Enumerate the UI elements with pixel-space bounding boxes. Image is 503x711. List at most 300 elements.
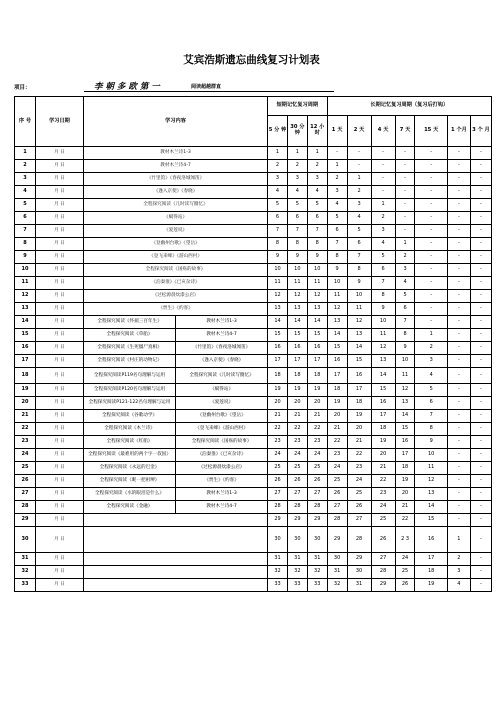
long-review-cell[interactable]: - (470, 368, 491, 384)
long-review-cell[interactable]: 1 (347, 173, 371, 186)
short-review-cell[interactable]: 8 (287, 238, 307, 251)
long-review-cell[interactable]: 22 (327, 436, 347, 449)
short-review-cell[interactable]: 6 (307, 212, 327, 225)
long-review-cell[interactable]: - (447, 514, 470, 527)
long-review-cell[interactable]: 11 (371, 329, 395, 342)
long-review-cell[interactable]: - (470, 290, 491, 303)
short-review-cell[interactable]: 26 (268, 475, 288, 488)
long-review-cell[interactable]: - (415, 264, 447, 277)
long-review-cell[interactable]: 30 (327, 553, 347, 566)
long-review-cell[interactable]: 16 (395, 436, 415, 449)
long-review-cell[interactable]: 19 (415, 579, 447, 592)
long-review-cell[interactable]: 20 (327, 410, 347, 423)
long-review-cell[interactable]: 15 (395, 423, 415, 436)
long-review-cell[interactable]: - (395, 186, 415, 199)
long-review-cell[interactable]: - (470, 147, 491, 160)
long-review-cell[interactable]: 3 (371, 225, 395, 238)
date-cell[interactable]: 月 日 (35, 173, 83, 186)
long-review-cell[interactable]: 17 (395, 449, 415, 462)
short-review-cell[interactable]: 23 (307, 436, 327, 449)
long-review-cell[interactable]: 24 (371, 501, 395, 514)
long-review-cell[interactable]: - (470, 527, 491, 553)
long-review-cell[interactable]: 10 (371, 316, 395, 329)
short-review-cell[interactable]: 21 (307, 410, 327, 423)
long-review-cell[interactable]: - (327, 147, 347, 160)
short-review-cell[interactable]: 5 (268, 199, 288, 212)
long-review-cell[interactable]: - (470, 225, 491, 238)
short-review-cell[interactable]: 4 (268, 186, 288, 199)
long-review-cell[interactable]: 25 (347, 488, 371, 501)
short-review-cell[interactable]: 13 (287, 303, 307, 316)
long-review-cell[interactable]: 26 (327, 488, 347, 501)
long-review-cell[interactable]: - (470, 579, 491, 592)
long-review-cell[interactable]: 4 (327, 199, 347, 212)
short-review-cell[interactable]: 29 (268, 514, 288, 527)
short-review-cell[interactable]: 28 (307, 501, 327, 514)
long-review-cell[interactable]: 18 (371, 423, 395, 436)
long-review-cell[interactable]: 14 (395, 410, 415, 423)
long-review-cell[interactable]: - (470, 410, 491, 423)
short-review-cell[interactable]: 14 (307, 316, 327, 329)
date-cell[interactable]: 月 日 (35, 436, 83, 449)
long-review-cell[interactable]: - (470, 384, 491, 397)
long-review-cell[interactable]: - (371, 186, 395, 199)
long-review-cell[interactable]: - (415, 303, 447, 316)
date-cell[interactable]: 月 日 (35, 514, 83, 527)
long-review-cell[interactable]: 29 (327, 527, 347, 553)
date-cell[interactable]: 月 日 (35, 212, 83, 225)
long-review-cell[interactable]: 2 (395, 251, 415, 264)
short-review-cell[interactable]: 14 (287, 316, 307, 329)
long-review-cell[interactable]: 19 (327, 397, 347, 410)
short-review-cell[interactable]: 26 (307, 475, 327, 488)
date-cell[interactable]: 月 日 (35, 566, 83, 579)
long-review-cell[interactable]: 18 (347, 397, 371, 410)
long-review-cell[interactable]: 1 (415, 329, 447, 342)
long-review-cell[interactable]: - (470, 173, 491, 186)
short-review-cell[interactable]: 20 (268, 397, 288, 410)
long-review-cell[interactable]: - (470, 436, 491, 449)
short-review-cell[interactable]: 22 (268, 423, 288, 436)
long-review-cell[interactable]: - (447, 173, 470, 186)
long-review-cell[interactable]: 30 (347, 566, 371, 579)
short-review-cell[interactable]: 15 (287, 329, 307, 342)
short-review-cell[interactable]: 8 (307, 238, 327, 251)
long-review-cell[interactable]: - (470, 566, 491, 579)
short-review-cell[interactable]: 5 (307, 199, 327, 212)
long-review-cell[interactable]: - (447, 462, 470, 475)
short-review-cell[interactable]: 10 (307, 264, 327, 277)
short-review-cell[interactable]: 12 (268, 290, 288, 303)
long-review-cell[interactable]: 4 (415, 368, 447, 384)
long-review-cell[interactable]: - (415, 238, 447, 251)
short-review-cell[interactable]: 27 (307, 488, 327, 501)
long-review-cell[interactable]: 9 (395, 342, 415, 355)
long-review-cell[interactable]: 25 (327, 475, 347, 488)
long-review-cell[interactable]: 15 (347, 355, 371, 368)
long-review-cell[interactable]: 3 (395, 264, 415, 277)
long-review-cell[interactable]: 27 (347, 514, 371, 527)
long-review-cell[interactable]: 29 (371, 579, 395, 592)
long-review-cell[interactable]: 14 (415, 501, 447, 514)
short-review-cell[interactable]: 31 (287, 553, 307, 566)
long-review-cell[interactable]: - (470, 303, 491, 316)
long-review-cell[interactable]: - (415, 199, 447, 212)
date-cell[interactable]: 月 日 (35, 186, 83, 199)
long-review-cell[interactable]: 14 (371, 368, 395, 384)
date-cell[interactable]: 月 日 (35, 488, 83, 501)
long-review-cell[interactable]: 25 (395, 566, 415, 579)
short-review-cell[interactable]: 19 (307, 384, 327, 397)
long-review-cell[interactable]: - (395, 173, 415, 186)
short-review-cell[interactable]: 32 (268, 566, 288, 579)
short-review-cell[interactable]: 30 (307, 527, 327, 553)
long-review-cell[interactable]: - (415, 290, 447, 303)
long-review-cell[interactable]: - (447, 384, 470, 397)
long-review-cell[interactable]: 24 (395, 553, 415, 566)
short-review-cell[interactable]: 24 (268, 449, 288, 462)
short-review-cell[interactable]: 24 (307, 449, 327, 462)
date-cell[interactable]: 月 日 (35, 501, 83, 514)
long-review-cell[interactable]: - (447, 212, 470, 225)
long-review-cell[interactable]: 18 (327, 384, 347, 397)
long-review-cell[interactable]: 14 (327, 329, 347, 342)
long-review-cell[interactable]: 28 (327, 514, 347, 527)
long-review-cell[interactable]: 1 (371, 199, 395, 212)
long-review-cell[interactable]: 6 (415, 397, 447, 410)
long-review-cell[interactable]: 4 (347, 212, 371, 225)
short-review-cell[interactable]: 25 (268, 462, 288, 475)
long-review-cell[interactable]: - (470, 514, 491, 527)
date-cell[interactable]: 月 日 (35, 368, 83, 384)
short-review-cell[interactable]: 25 (307, 462, 327, 475)
long-review-cell[interactable]: 9 (371, 303, 395, 316)
long-review-cell[interactable]: - (470, 342, 491, 355)
long-review-cell[interactable]: - (395, 212, 415, 225)
long-review-cell[interactable]: - (470, 501, 491, 514)
long-review-cell[interactable]: - (470, 160, 491, 173)
long-review-cell[interactable]: - (415, 277, 447, 290)
long-review-cell[interactable]: - (415, 160, 447, 173)
long-review-cell[interactable]: - (447, 264, 470, 277)
long-review-cell[interactable]: 20 (371, 449, 395, 462)
long-review-cell[interactable]: 20 (347, 423, 371, 436)
long-review-cell[interactable]: 4 (371, 238, 395, 251)
long-review-cell[interactable]: 28 (371, 566, 395, 579)
long-review-cell[interactable]: - (447, 397, 470, 410)
long-review-cell[interactable]: - (447, 436, 470, 449)
long-review-cell[interactable]: 22 (347, 449, 371, 462)
long-review-cell[interactable]: - (447, 290, 470, 303)
short-review-cell[interactable]: 6 (268, 212, 288, 225)
long-review-cell[interactable]: 7 (395, 316, 415, 329)
short-review-cell[interactable]: 12 (307, 290, 327, 303)
long-review-cell[interactable]: - (447, 410, 470, 423)
short-review-cell[interactable]: 33 (287, 579, 307, 592)
long-review-cell[interactable]: 15 (415, 514, 447, 527)
long-review-cell[interactable]: 17 (327, 368, 347, 384)
short-review-cell[interactable]: 16 (287, 342, 307, 355)
long-review-cell[interactable]: 31 (327, 566, 347, 579)
long-review-cell[interactable]: 7 (415, 410, 447, 423)
date-cell[interactable]: 月 日 (35, 251, 83, 264)
long-review-cell[interactable]: 3 (347, 199, 371, 212)
long-review-cell[interactable]: - (447, 355, 470, 368)
long-review-cell[interactable]: 25 (371, 514, 395, 527)
long-review-cell[interactable]: - (470, 449, 491, 462)
date-cell[interactable]: 月 日 (35, 316, 83, 329)
short-review-cell[interactable]: 9 (287, 251, 307, 264)
long-review-cell[interactable]: 13 (347, 329, 371, 342)
date-cell[interactable]: 月 日 (35, 277, 83, 290)
short-review-cell[interactable]: 10 (268, 264, 288, 277)
long-review-cell[interactable]: 2 (327, 173, 347, 186)
long-review-cell[interactable]: - (447, 316, 470, 329)
short-review-cell[interactable]: 21 (287, 410, 307, 423)
long-review-cell[interactable]: - (447, 449, 470, 462)
long-review-cell[interactable]: 22 (371, 475, 395, 488)
short-review-cell[interactable]: 6 (287, 212, 307, 225)
long-review-cell[interactable]: 16 (371, 397, 395, 410)
long-review-cell[interactable]: 17 (415, 553, 447, 566)
long-review-cell[interactable]: 16 (415, 527, 447, 553)
long-review-cell[interactable]: - (447, 199, 470, 212)
long-review-cell[interactable]: - (447, 475, 470, 488)
date-cell[interactable]: 月 日 (35, 355, 83, 368)
short-review-cell[interactable]: 30 (268, 527, 288, 553)
long-review-cell[interactable]: - (447, 488, 470, 501)
long-review-cell[interactable]: - (447, 147, 470, 160)
long-review-cell[interactable]: 27 (327, 501, 347, 514)
long-review-cell[interactable]: 15 (327, 342, 347, 355)
short-review-cell[interactable]: 2 (268, 160, 288, 173)
long-review-cell[interactable]: - (447, 225, 470, 238)
date-cell[interactable]: 月 日 (35, 527, 83, 553)
long-review-cell[interactable]: - (470, 264, 491, 277)
long-review-cell[interactable]: 7 (371, 277, 395, 290)
long-review-cell[interactable]: - (347, 160, 371, 173)
short-review-cell[interactable]: 18 (268, 368, 288, 384)
short-review-cell[interactable]: 11 (268, 277, 288, 290)
long-review-cell[interactable]: 9 (327, 264, 347, 277)
date-cell[interactable]: 月 日 (35, 462, 83, 475)
long-review-cell[interactable]: - (470, 462, 491, 475)
long-review-cell[interactable]: 7 (327, 238, 347, 251)
date-cell[interactable]: 月 日 (35, 397, 83, 410)
long-review-cell[interactable]: - (470, 212, 491, 225)
date-cell[interactable]: 月 日 (35, 342, 83, 355)
short-review-cell[interactable]: 7 (307, 225, 327, 238)
long-review-cell[interactable]: 2 (415, 342, 447, 355)
long-review-cell[interactable]: - (470, 488, 491, 501)
long-review-cell[interactable]: - (371, 160, 395, 173)
long-review-cell[interactable]: 12 (347, 316, 371, 329)
date-cell[interactable]: 月 日 (35, 225, 83, 238)
short-review-cell[interactable]: 22 (307, 423, 327, 436)
long-review-cell[interactable]: 12 (327, 303, 347, 316)
long-review-cell[interactable]: 1 (447, 527, 470, 553)
short-review-cell[interactable]: 20 (307, 397, 327, 410)
short-review-cell[interactable]: 16 (268, 342, 288, 355)
short-review-cell[interactable]: 8 (268, 238, 288, 251)
long-review-cell[interactable]: 28 (347, 527, 371, 553)
long-review-cell[interactable]: 23 (371, 488, 395, 501)
long-review-cell[interactable]: 6 (395, 303, 415, 316)
short-review-cell[interactable]: 5 (287, 199, 307, 212)
short-review-cell[interactable]: 2 (307, 160, 327, 173)
short-review-cell[interactable]: 25 (287, 462, 307, 475)
long-review-cell[interactable]: 13 (327, 316, 347, 329)
long-review-cell[interactable]: 2 (371, 212, 395, 225)
short-review-cell[interactable]: 3 (287, 173, 307, 186)
long-review-cell[interactable]: 23 (327, 449, 347, 462)
long-review-cell[interactable]: - (371, 147, 395, 160)
short-review-cell[interactable]: 18 (287, 368, 307, 384)
long-review-cell[interactable]: 13 (395, 397, 415, 410)
long-review-cell[interactable]: 7 (347, 251, 371, 264)
short-review-cell[interactable]: 1 (268, 147, 288, 160)
long-review-cell[interactable]: 2 3 (395, 527, 415, 553)
short-review-cell[interactable]: 11 (307, 277, 327, 290)
long-review-cell[interactable]: - (470, 277, 491, 290)
short-review-cell[interactable]: 7 (268, 225, 288, 238)
long-review-cell[interactable]: - (470, 251, 491, 264)
date-cell[interactable]: 月 日 (35, 384, 83, 397)
long-review-cell[interactable]: 10 (327, 277, 347, 290)
long-review-cell[interactable]: 5 (415, 384, 447, 397)
long-review-cell[interactable]: 5 (371, 251, 395, 264)
date-cell[interactable]: 月 日 (35, 290, 83, 303)
long-review-cell[interactable]: 1 (327, 160, 347, 173)
long-review-cell[interactable]: 31 (347, 579, 371, 592)
long-review-cell[interactable]: - (447, 186, 470, 199)
long-review-cell[interactable]: 1 (395, 238, 415, 251)
long-review-cell[interactable]: 11 (347, 303, 371, 316)
long-review-cell[interactable]: - (415, 186, 447, 199)
long-review-cell[interactable]: 21 (327, 423, 347, 436)
long-review-cell[interactable]: 5 (327, 212, 347, 225)
long-review-cell[interactable]: 22 (395, 514, 415, 527)
short-review-cell[interactable]: 23 (287, 436, 307, 449)
long-review-cell[interactable]: 3 (447, 566, 470, 579)
short-review-cell[interactable]: 12 (287, 290, 307, 303)
long-review-cell[interactable]: 15 (371, 384, 395, 397)
long-review-cell[interactable]: 16 (327, 355, 347, 368)
long-review-cell[interactable]: - (447, 329, 470, 342)
short-review-cell[interactable]: 32 (307, 566, 327, 579)
short-review-cell[interactable]: 32 (287, 566, 307, 579)
short-review-cell[interactable]: 7 (287, 225, 307, 238)
long-review-cell[interactable]: 13 (371, 355, 395, 368)
short-review-cell[interactable]: 10 (287, 264, 307, 277)
date-cell[interactable]: 月 日 (35, 160, 83, 173)
short-review-cell[interactable]: 4 (287, 186, 307, 199)
short-review-cell[interactable]: 29 (307, 514, 327, 527)
long-review-cell[interactable]: 4 (447, 579, 470, 592)
long-review-cell[interactable]: - (395, 160, 415, 173)
long-review-cell[interactable]: 19 (371, 436, 395, 449)
long-review-cell[interactable]: 21 (395, 501, 415, 514)
long-review-cell[interactable]: 2 (447, 553, 470, 566)
date-cell[interactable]: 月 日 (35, 199, 83, 212)
long-review-cell[interactable]: 12 (371, 342, 395, 355)
long-review-cell[interactable]: - (447, 501, 470, 514)
short-review-cell[interactable]: 29 (287, 514, 307, 527)
long-review-cell[interactable]: - (470, 238, 491, 251)
long-review-cell[interactable]: - (447, 160, 470, 173)
long-review-cell[interactable]: 6 (347, 238, 371, 251)
long-review-cell[interactable]: 12 (415, 475, 447, 488)
date-cell[interactable]: 月 日 (35, 475, 83, 488)
long-review-cell[interactable]: - (415, 316, 447, 329)
short-review-cell[interactable]: 17 (268, 355, 288, 368)
short-review-cell[interactable]: 17 (287, 355, 307, 368)
long-review-cell[interactable]: - (395, 147, 415, 160)
long-review-cell[interactable]: 19 (395, 475, 415, 488)
date-cell[interactable]: 月 日 (35, 579, 83, 592)
long-review-cell[interactable]: 16 (347, 368, 371, 384)
long-review-cell[interactable]: - (415, 225, 447, 238)
long-review-cell[interactable]: - (415, 251, 447, 264)
long-review-cell[interactable]: 26 (395, 579, 415, 592)
long-review-cell[interactable]: 2 (347, 186, 371, 199)
short-review-cell[interactable]: 1 (307, 147, 327, 160)
long-review-cell[interactable]: - (470, 355, 491, 368)
short-review-cell[interactable]: 27 (287, 488, 307, 501)
long-review-cell[interactable]: - (470, 423, 491, 436)
long-review-cell[interactable]: - (395, 199, 415, 212)
long-review-cell[interactable]: 11 (327, 290, 347, 303)
long-review-cell[interactable]: - (470, 186, 491, 199)
long-review-cell[interactable]: 4 (395, 277, 415, 290)
long-review-cell[interactable]: - (347, 147, 371, 160)
date-cell[interactable]: 月 日 (35, 553, 83, 566)
short-review-cell[interactable]: 9 (268, 251, 288, 264)
short-review-cell[interactable]: 3 (268, 173, 288, 186)
short-review-cell[interactable]: 9 (307, 251, 327, 264)
short-review-cell[interactable]: 28 (287, 501, 307, 514)
long-review-cell[interactable]: 8 (347, 264, 371, 277)
short-review-cell[interactable]: 31 (307, 553, 327, 566)
long-review-cell[interactable]: - (395, 225, 415, 238)
long-review-cell[interactable]: - (415, 147, 447, 160)
long-review-cell[interactable]: 10 (395, 355, 415, 368)
long-review-cell[interactable]: - (447, 238, 470, 251)
long-review-cell[interactable]: 12 (395, 384, 415, 397)
date-cell[interactable]: 月 日 (35, 410, 83, 423)
long-review-cell[interactable]: 11 (415, 462, 447, 475)
long-review-cell[interactable]: 18 (415, 566, 447, 579)
long-review-cell[interactable]: 3 (327, 186, 347, 199)
short-review-cell[interactable]: 26 (287, 475, 307, 488)
long-review-cell[interactable]: - (470, 329, 491, 342)
long-review-cell[interactable]: - (470, 316, 491, 329)
short-review-cell[interactable]: 30 (287, 527, 307, 553)
long-review-cell[interactable]: 26 (347, 501, 371, 514)
short-review-cell[interactable]: 17 (307, 355, 327, 368)
short-review-cell[interactable]: 14 (268, 316, 288, 329)
short-review-cell[interactable]: 13 (307, 303, 327, 316)
long-review-cell[interactable]: 8 (371, 290, 395, 303)
short-review-cell[interactable]: 3 (307, 173, 327, 186)
short-review-cell[interactable]: 31 (268, 553, 288, 566)
long-review-cell[interactable]: 17 (347, 384, 371, 397)
long-review-cell[interactable]: 21 (347, 436, 371, 449)
short-review-cell[interactable]: 11 (287, 277, 307, 290)
long-review-cell[interactable]: 24 (327, 462, 347, 475)
long-review-cell[interactable]: 18 (395, 462, 415, 475)
long-review-cell[interactable]: 24 (347, 475, 371, 488)
